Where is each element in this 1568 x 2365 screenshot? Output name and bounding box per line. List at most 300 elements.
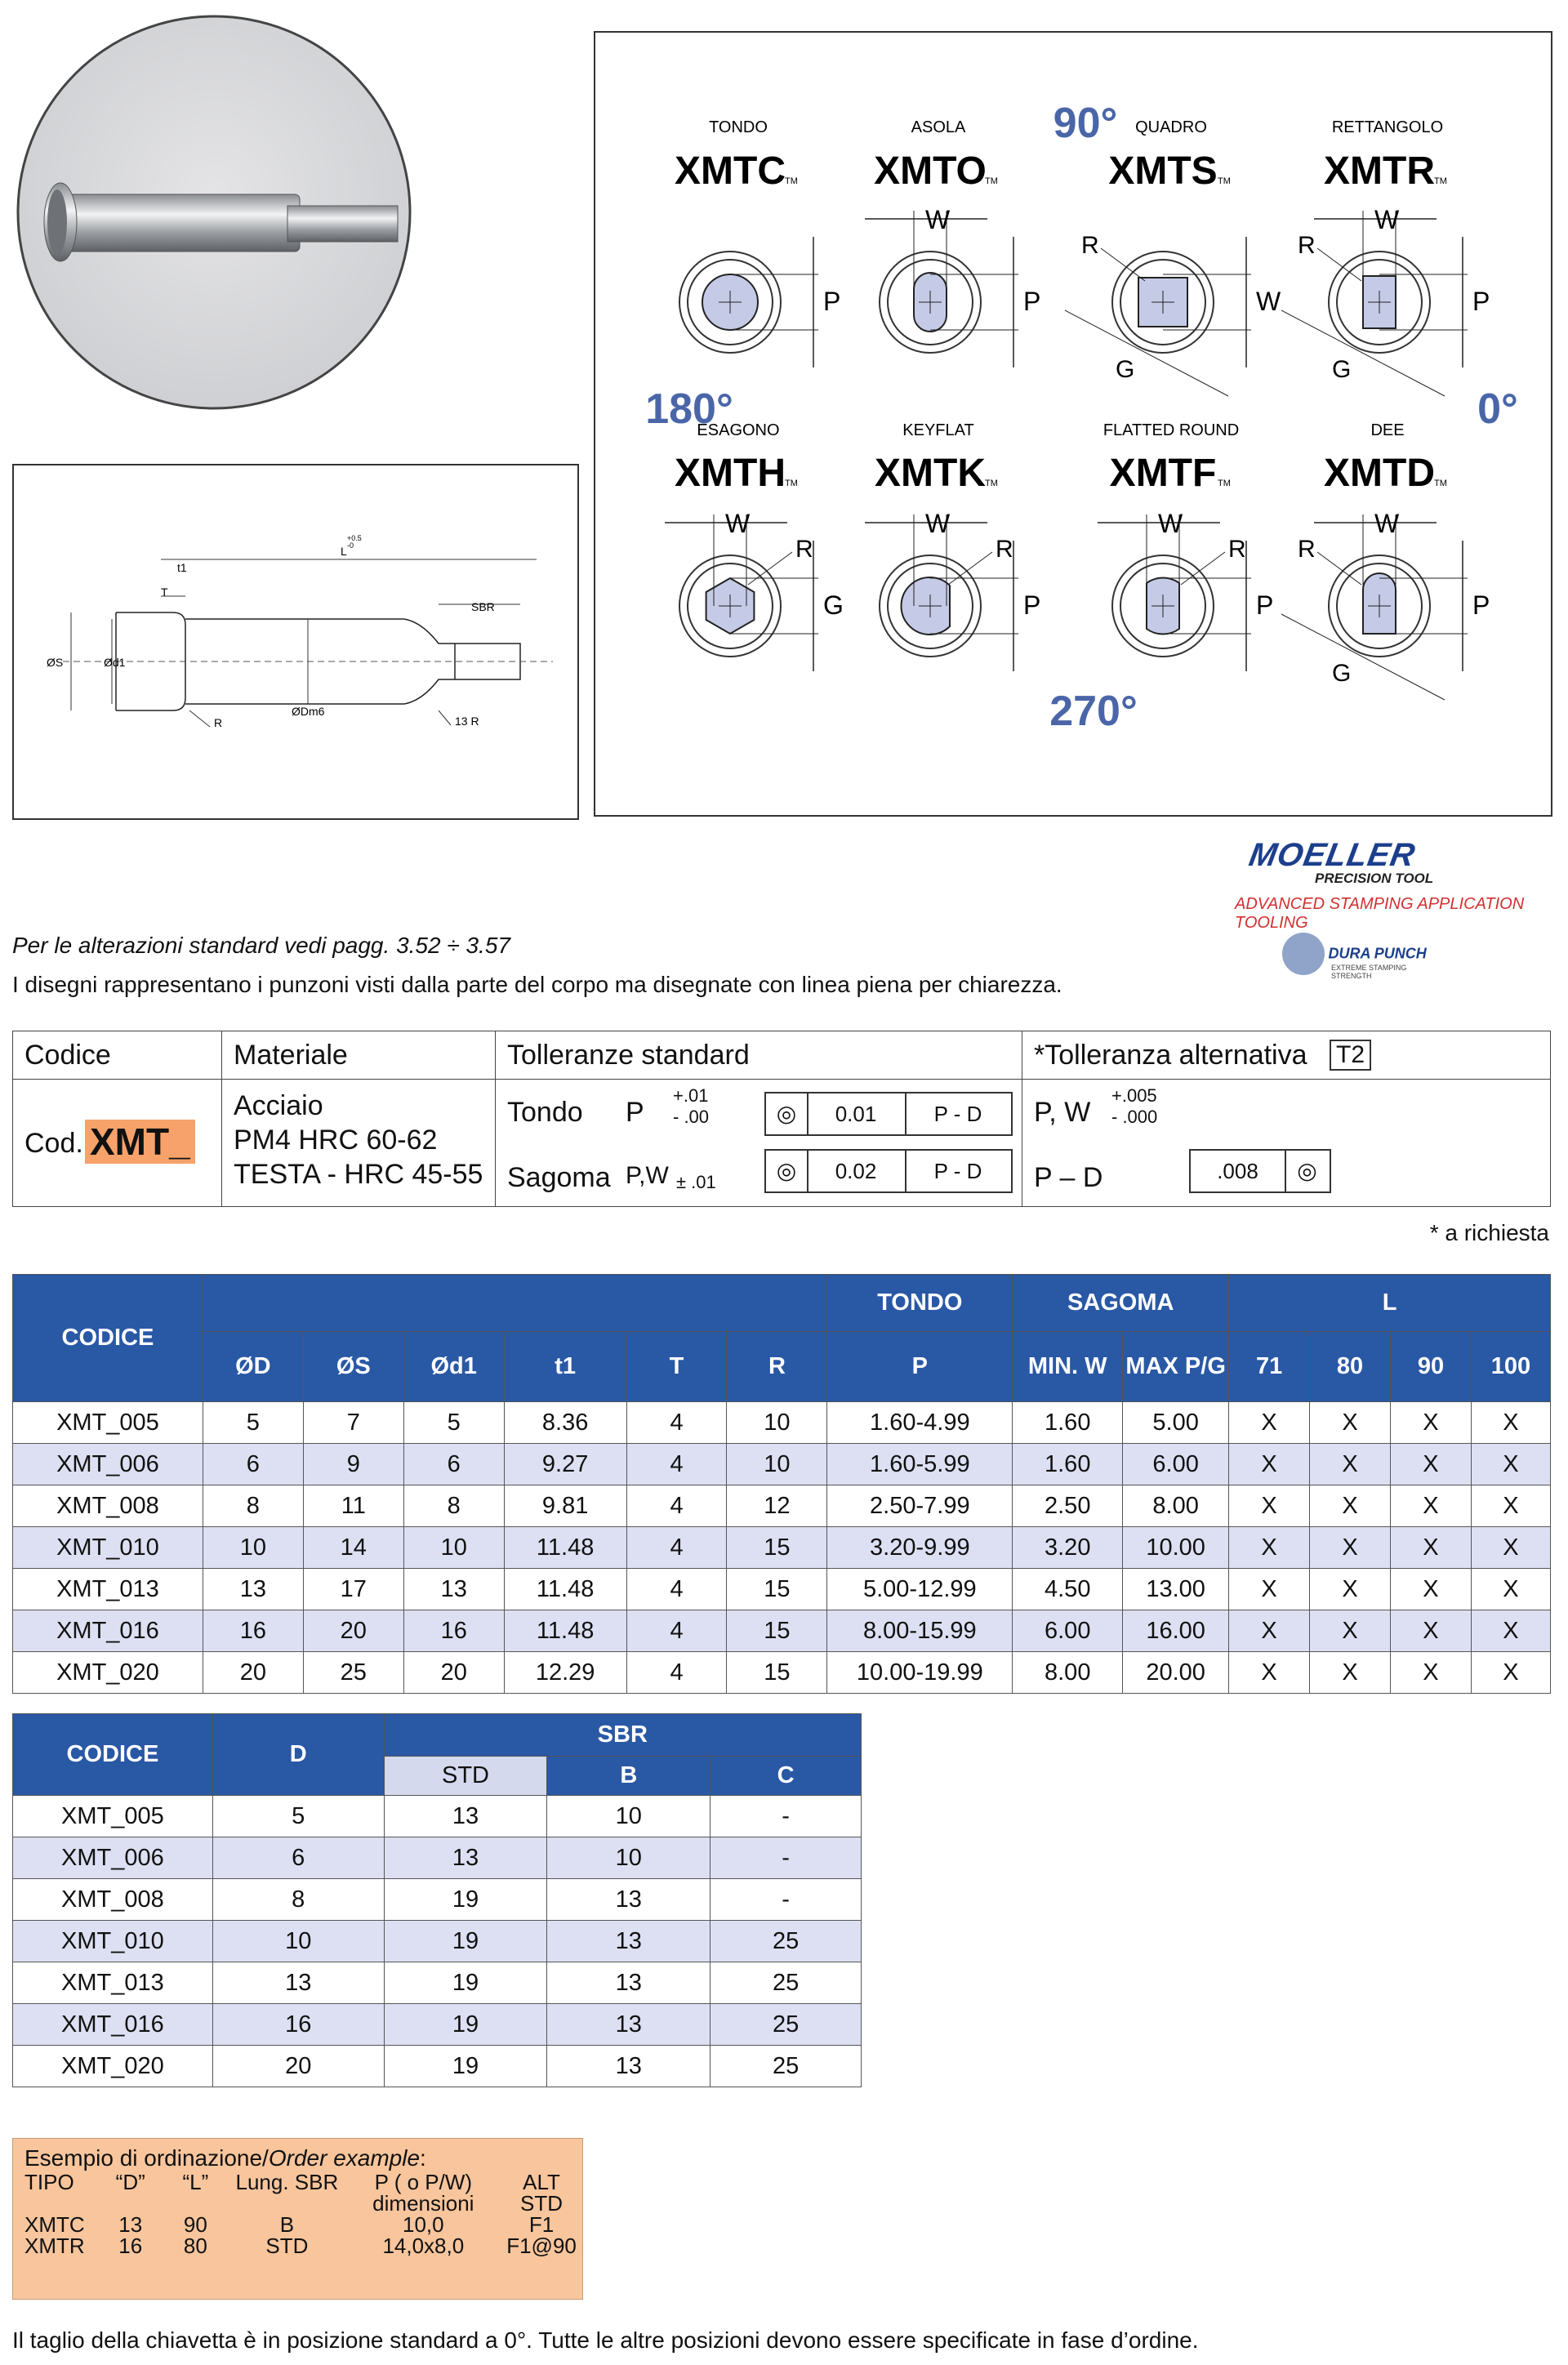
main-table-row (13, 1527, 1551, 1569)
sbr-table-row (13, 1879, 862, 1921)
tol-sagoma-pw: P,W (626, 1162, 669, 1189)
sbr-table-cell: 25 (710, 2004, 862, 2046)
dim-label: R (1228, 536, 1246, 563)
sbr-table-cell: 19 (384, 1879, 547, 1921)
sbr-table-row (13, 2046, 862, 2087)
sbr-table-cell: 10 (547, 1796, 710, 1837)
sbr-table-cell: 16 (212, 2004, 384, 2046)
main-col-header: MIN. W (1013, 1332, 1123, 1402)
main-table-cell: 8.00-15.99 (827, 1610, 1013, 1652)
sbr-table-cell: XMT_005 (13, 1796, 213, 1837)
order-row (24, 2214, 582, 2235)
main-table-cell: 10 (203, 1527, 303, 1569)
main-table-cell: 4 (626, 1652, 727, 1694)
order-cell (98, 2193, 163, 2214)
sbr-table-cell: 19 (384, 1921, 547, 1962)
main-table-cell: 10.00-19.99 (827, 1652, 1013, 1694)
main-table-cell: XMT_010 (13, 1527, 203, 1569)
main-table-cell: 1.60-5.99 (827, 1444, 1013, 1485)
order-cell: 10,0 (403, 2212, 444, 2237)
sbr-table-cell: XMT_008 (13, 1879, 213, 1921)
shape-name-label: ESAGONO (697, 421, 780, 439)
sbr-table-cell: 13 (547, 1879, 710, 1921)
main-table-cell: X (1391, 1652, 1472, 1694)
main-col-header: 100 (1471, 1332, 1550, 1402)
tol-tondo-value: 0.01 (807, 1093, 906, 1134)
sbr-table (12, 1713, 862, 2087)
main-table-row (13, 1402, 1551, 1444)
order-title-it: Esempio di ordinazione/ (24, 2145, 269, 2171)
angle-180-label: 180° (645, 385, 733, 433)
main-table-cell: 6.00 (1013, 1610, 1123, 1652)
dim-label: W (1374, 205, 1400, 234)
main-col-header: ØS (303, 1332, 403, 1402)
sbr-table-cell: XMT_006 (13, 1837, 213, 1879)
main-table-cell: 1.60 (1013, 1444, 1123, 1485)
order-title-en: Order example (268, 2145, 421, 2171)
main-table-cell: 5.00 (1123, 1402, 1229, 1444)
moeller-logo (1235, 837, 1544, 932)
main-table-cell: 6 (203, 1444, 303, 1485)
dim-label: W (1158, 509, 1183, 538)
sbr-table-cell: - (710, 1837, 862, 1879)
tol-tondo-minus: - .00 (673, 1107, 710, 1127)
order-cell: Lung. SBR (235, 2170, 339, 2194)
main-table-cell: XMT_013 (13, 1569, 203, 1610)
order-cell: STD (265, 2234, 309, 2258)
footer-note: Il taglio della chiavetta è in posizione standard a 0°. Tutte le altre posizioni devono essere specificate in fase d’ordine. (12, 2327, 1199, 2353)
order-cell: “L” (182, 2170, 209, 2194)
main-table (12, 1274, 1551, 1694)
shape-name-label: QUADRO (1135, 118, 1207, 136)
order-cell (24, 2193, 98, 2214)
main-table-cell: 2.50-7.99 (827, 1485, 1013, 1527)
tol-cod-value: XMT_ (85, 1120, 195, 1164)
sbr-table-row (13, 1837, 862, 1879)
main-table-cell: 9 (303, 1444, 403, 1485)
main-table-cell: 1.60-4.99 (827, 1402, 1013, 1444)
main-h-sagoma: SAGOMA (1013, 1275, 1229, 1332)
sbr-table-cell: 25 (710, 1962, 862, 2004)
main-table-cell: 10 (727, 1444, 827, 1485)
dim-label: R (996, 536, 1013, 563)
main-table-cell: 13 (203, 1569, 303, 1610)
dim-dS: ØS (47, 656, 64, 669)
main-table-cell: X (1310, 1444, 1391, 1485)
main-table-row (13, 1652, 1551, 1694)
dim-label: G (1332, 660, 1352, 687)
shape-code-label: XMTH (675, 452, 786, 495)
shape-hex (665, 452, 844, 671)
main-table-cell: 20.00 (1123, 1652, 1229, 1694)
order-cell: XMTR (24, 2234, 85, 2258)
tol-sagoma-value: 0.02 (807, 1151, 906, 1191)
main-table-cell: X (1391, 1610, 1472, 1652)
tol-tondo-label: Tondo (507, 1097, 583, 1128)
main-table-cell: X (1229, 1569, 1310, 1610)
tm-mark: TM (1434, 479, 1447, 488)
sbr-h-c: C (710, 1757, 862, 1796)
main-table-cell: 10 (727, 1402, 827, 1444)
main-table-cell: X (1310, 1402, 1391, 1444)
main-table-cell: 10 (403, 1527, 504, 1569)
main-table-row (13, 1610, 1551, 1652)
main-table-cell: 9.27 (504, 1444, 626, 1485)
order-cell: 80 (183, 2234, 207, 2258)
shape-code-label: XMTF (1109, 452, 1217, 495)
main-table-cell: 15 (727, 1569, 827, 1610)
dim-T: T (161, 586, 168, 599)
sbr-table-cell: XMT_013 (13, 1962, 213, 2004)
tol-tondo-p: P (626, 1097, 644, 1128)
dim-label: P (1472, 590, 1490, 620)
tol-mat1: Acciaio (234, 1090, 323, 1121)
sbr-table-cell: 13 (547, 2004, 710, 2046)
main-table-cell: 13.00 (1123, 1569, 1229, 1610)
main-table-cell: 5 (203, 1402, 303, 1444)
sbr-table-cell: 20 (212, 2046, 384, 2087)
technical-drawing (12, 464, 579, 820)
shape-slot (865, 149, 1040, 367)
main-table-cell: 15 (727, 1610, 827, 1652)
main-table-cell: 2.50 (1013, 1485, 1123, 1527)
dim-label: W (925, 205, 951, 234)
main-table-cell: 17 (303, 1569, 403, 1610)
concentricity-icon: ◎ (1297, 1158, 1317, 1183)
main-table-cell: 8.00 (1013, 1652, 1123, 1694)
sbr-table-cell: 13 (212, 1962, 384, 2004)
sbr-table-row (13, 2004, 862, 2046)
main-table-cell: 20 (203, 1652, 303, 1694)
shape-code-label: XMTK (875, 452, 986, 495)
order-cell: B (279, 2212, 295, 2237)
main-table-cell: X (1310, 1569, 1391, 1610)
main-table-cell: 15 (727, 1652, 827, 1694)
dim-label: R (1298, 232, 1316, 259)
order-cell: F1 (528, 2212, 555, 2237)
main-table-cell: 16 (203, 1610, 303, 1652)
dim-label: P (1023, 287, 1041, 316)
main-table-cell: 6 (403, 1444, 504, 1485)
tol-h-alternative: *Tolleranza alternativa (1034, 1040, 1307, 1071)
main-table-cell: 12 (727, 1485, 827, 1527)
dim-label: R (795, 536, 813, 563)
order-cell: “D” (115, 2170, 145, 2194)
angle-0-label: 0° (1477, 385, 1518, 433)
dim-L-tol-plus: +0.5 (347, 534, 362, 542)
main-table-cell: 1.60 (1013, 1402, 1123, 1444)
order-cell: 13 (118, 2212, 143, 2237)
sbr-table-row (13, 1921, 862, 1962)
durapunch-logo (1282, 933, 1446, 990)
sbr-table-cell: XMT_010 (13, 1921, 213, 1962)
main-table-cell: X (1471, 1569, 1550, 1610)
sbr-table-cell: 13 (547, 1921, 710, 1962)
shapes-diagram (594, 31, 1552, 817)
tol-alt-frame (1189, 1149, 1331, 1193)
sbr-table-cell: - (710, 1879, 862, 1921)
main-col-header: 71 (1229, 1332, 1310, 1402)
tm-mark: TM (1218, 176, 1231, 186)
sbr-h-std: STD (384, 1757, 547, 1796)
main-table-cell: X (1391, 1485, 1472, 1527)
main-table-cell: 9.81 (504, 1485, 626, 1527)
main-col-header: P (827, 1332, 1013, 1402)
main-table-cell: X (1310, 1652, 1391, 1694)
main-table-cell: X (1471, 1610, 1550, 1652)
main-table-cell: 11.48 (504, 1569, 626, 1610)
order-cell: dimensioni (372, 2191, 474, 2216)
shape-name-label: FLATTED ROUND (1102, 421, 1240, 439)
tol-alt-pd: P – D (1034, 1162, 1103, 1193)
tol-mat2: PM4 HRC 60-62 (234, 1125, 438, 1156)
main-table-cell: X (1229, 1402, 1310, 1444)
tol-tondo-pd: P - D (933, 1102, 982, 1126)
main-table-cell: 4 (626, 1610, 727, 1652)
moeller-name: MOELLER (1246, 837, 1419, 873)
sbr-table-row (13, 1962, 862, 2004)
sbr-table-row (13, 1796, 862, 1837)
main-table-cell: XMT_005 (13, 1402, 203, 1444)
shape-name-label: TONDO (709, 118, 768, 136)
shape-name-label: RETTANGOLO (1331, 118, 1444, 136)
dim-13R: 13 R (455, 715, 479, 728)
main-table-cell: 11.48 (504, 1610, 626, 1652)
sbr-table-cell: 10 (547, 1837, 710, 1879)
angle-270-label: 270° (1049, 688, 1138, 735)
shape-name-label: ASOLA (911, 118, 966, 136)
tol-tondo-frame (764, 1092, 1013, 1136)
tol-mat3: TESTA - HRC 45-55 (234, 1159, 483, 1190)
angle-90-label: 90° (1053, 100, 1118, 147)
tol-cod-prefix: Cod. (24, 1128, 83, 1159)
main-table-cell: X (1391, 1569, 1472, 1610)
durapunch-sub: EXTREME STAMPING STRENGTH (1331, 964, 1407, 980)
main-table-cell: X (1391, 1444, 1472, 1485)
main-col-header: R (727, 1332, 827, 1402)
main-table-row (13, 1485, 1551, 1527)
order-cell (228, 2193, 345, 2214)
dim-label: P (1472, 287, 1490, 316)
tm-mark: TM (1218, 479, 1231, 488)
punch-photo (10, 8, 418, 416)
main-table-cell: 8 (403, 1485, 504, 1527)
main-table-cell: XMT_020 (13, 1652, 203, 1694)
order-cell: ALT (523, 2170, 560, 2194)
note-drawings: I disegni rappresentano i punzoni visti dalla parte del corpo ma disegnate con linea piena per chiarezza. (12, 972, 1062, 997)
tol-footnote: * a richiesta (1429, 1220, 1549, 1245)
dim-t1: t1 (177, 561, 187, 574)
main-table-cell: X (1471, 1402, 1550, 1444)
tolerance-table (12, 1031, 1551, 1207)
main-table-cell: X (1229, 1444, 1310, 1485)
sbr-table-cell: XMT_016 (13, 2004, 213, 2046)
sbr-table-cell: 13 (384, 1796, 547, 1837)
sbr-table-cell: 10 (212, 1921, 384, 1962)
tol-alt-minus: - .000 (1111, 1107, 1158, 1127)
main-h-codice: CODICE (13, 1275, 203, 1402)
order-cell: XMTC (24, 2212, 85, 2237)
main-table-cell: 4 (626, 1527, 727, 1569)
dim-D: ØDm6 (292, 705, 325, 718)
moeller-tagline: ADVANCED STAMPING APPLICATION TOOLING (1235, 895, 1525, 932)
main-h-tondo: TONDO (827, 1275, 1013, 1332)
main-table-cell: X (1229, 1485, 1310, 1527)
dim-label: R (1081, 232, 1099, 259)
sbr-table-cell: XMT_020 (13, 2046, 213, 2087)
main-col-header: 80 (1310, 1332, 1391, 1402)
dim-label: W (725, 509, 751, 538)
main-table-cell: 20 (403, 1652, 504, 1694)
shape-round (675, 149, 840, 367)
main-table-cell: 13 (403, 1569, 504, 1610)
main-table-cell: 20 (303, 1610, 403, 1652)
sbr-table-cell: 8 (212, 1879, 384, 1921)
concentricity-icon: ◎ (766, 1093, 808, 1134)
shape-code-label: XMTC (675, 149, 786, 193)
tm-mark: TM (785, 479, 798, 488)
main-col-header: t1 (504, 1332, 626, 1402)
dim-label: G (823, 590, 844, 620)
dim-label: G (1332, 356, 1352, 383)
order-table (24, 2171, 582, 2256)
tol-sagoma-label: Sagoma (507, 1162, 611, 1193)
shape-name-label: KEYFLAT (902, 421, 974, 439)
dim-label: W (925, 509, 951, 538)
main-table-cell: 4.50 (1013, 1569, 1123, 1610)
order-cell: 16 (118, 2234, 143, 2258)
main-table-cell: X (1391, 1402, 1472, 1444)
note-alterations: Per le alterazioni standard vedi pagg. 3.52 ÷ 3.57 (12, 933, 510, 958)
sbr-table-cell: 5 (212, 1796, 384, 1837)
order-header-row2 (24, 2193, 582, 2214)
sbr-h-sbr: SBR (384, 1714, 861, 1757)
tol-tondo-plus: +.01 (673, 1085, 709, 1106)
shape-name-label: DEE (1370, 421, 1405, 439)
dim-label: R (1298, 536, 1316, 563)
main-table-cell: 14 (303, 1527, 403, 1569)
tol-alt-value: .008 (1191, 1151, 1286, 1191)
tol-sagoma-pd: P - D (933, 1159, 982, 1183)
tol-h-alt-box: T2 (1330, 1040, 1371, 1071)
order-header-row (24, 2171, 582, 2193)
main-table-cell: 4 (626, 1485, 727, 1527)
sbr-table-cell: 13 (384, 1837, 547, 1879)
main-table-cell: 11 (303, 1485, 403, 1527)
main-table-cell: 4 (626, 1444, 727, 1485)
dim-label: G (1116, 356, 1135, 383)
dim-label: P (1256, 590, 1274, 620)
sbr-table-cell: 25 (710, 2046, 862, 2087)
main-table-cell: 6.00 (1123, 1444, 1229, 1485)
tm-mark: TM (985, 479, 998, 488)
main-table-cell: 8 (203, 1485, 303, 1527)
concentricity-icon: ◎ (766, 1151, 808, 1191)
main-table-cell: X (1391, 1527, 1472, 1569)
main-table-cell: 11.48 (504, 1527, 626, 1569)
sbr-h-codice: CODICE (13, 1714, 213, 1796)
tol-h-materiale: Materiale (234, 1040, 348, 1071)
tm-mark: TM (985, 176, 998, 186)
sbr-table-cell: 6 (212, 1837, 384, 1879)
shape-code-label: XMTD (1324, 452, 1435, 495)
main-table-cell: X (1310, 1485, 1391, 1527)
tol-sagoma-frame (764, 1149, 1013, 1193)
dim-dd1: Ød1 (104, 656, 126, 669)
sbr-h-b: B (547, 1757, 710, 1796)
main-table-cell: 10.00 (1123, 1527, 1229, 1569)
shape-square (1065, 149, 1281, 396)
tm-mark: TM (1434, 176, 1447, 186)
main-table-cell: X (1471, 1652, 1550, 1694)
sbr-table-cell: - (710, 1796, 862, 1837)
order-cell: P ( o P/W) (374, 2170, 473, 2194)
order-cell: 90 (183, 2212, 207, 2237)
dim-label: W (1374, 509, 1400, 538)
main-table-cell: 15 (727, 1527, 827, 1569)
main-h-blank (203, 1275, 827, 1332)
main-table-cell: X (1229, 1527, 1310, 1569)
main-table-cell: 12.29 (504, 1652, 626, 1694)
dim-label: P (1023, 590, 1041, 620)
main-table-cell: X (1471, 1444, 1550, 1485)
order-cell: F1@90 (506, 2234, 577, 2258)
main-table-cell: XMT_016 (13, 1610, 203, 1652)
shape-code-label: XMTR (1324, 149, 1435, 193)
sbr-h-D: D (212, 1714, 384, 1796)
shape-rect (1281, 149, 1490, 396)
tol-h-codice: Codice (24, 1040, 111, 1071)
main-table-cell: 4 (626, 1402, 727, 1444)
shape-keyflat (865, 452, 1040, 671)
order-cell: 14,0x8,0 (382, 2234, 465, 2258)
dim-L-tol-minus: -0 (347, 541, 354, 550)
shape-flatted (1098, 452, 1273, 671)
main-table-cell: 25 (303, 1652, 403, 1694)
main-table-cell: X (1310, 1527, 1391, 1569)
main-table-cell: X (1471, 1485, 1550, 1527)
tol-h-standard: Tolleranze standard (507, 1040, 750, 1071)
shape-code-label: XMTO (874, 149, 987, 193)
order-row (24, 2235, 582, 2256)
sbr-table-cell: 19 (384, 2046, 547, 2087)
main-col-header: ØD (203, 1332, 303, 1402)
main-table-cell: 8.36 (504, 1402, 626, 1444)
order-cell: TIPO (24, 2170, 74, 2194)
sbr-table-cell: 25 (710, 1921, 862, 1962)
main-table-cell: 5.00-12.99 (827, 1569, 1013, 1610)
main-table-cell: X (1310, 1610, 1391, 1652)
dim-SBR: SBR (471, 600, 495, 613)
shape-dee (1281, 452, 1490, 700)
sbr-table-cell: 13 (547, 1962, 710, 2004)
tm-mark: TM (785, 176, 798, 186)
order-cell (163, 2193, 229, 2214)
durapunch-name: DURA PUNCH (1328, 945, 1427, 962)
main-table-cell: 8.00 (1123, 1485, 1229, 1527)
main-table-cell: 7 (303, 1402, 403, 1444)
order-example: Esempio di ordinazione/Order example: TIPO “D” “L” Lung. SBR P ( o P/W) ALT dimensioni STD XMTC 13 90 B 10,0 F1 XMTR 16 80 STD 14,0x8,0 F1@90 (12, 2138, 583, 2300)
main-table-cell: X (1229, 1610, 1310, 1652)
shape-code-label: XMTS (1108, 149, 1218, 193)
sbr-table-cell: 19 (384, 1962, 547, 2004)
main-col-header: Ød1 (403, 1332, 504, 1402)
main-table-row (13, 1444, 1551, 1485)
tol-alt-pw: P, W (1034, 1097, 1091, 1128)
tol-sagoma-pm: ± .01 (676, 1172, 716, 1192)
dim-label: W (1256, 287, 1281, 316)
main-h-L: L (1229, 1275, 1551, 1332)
